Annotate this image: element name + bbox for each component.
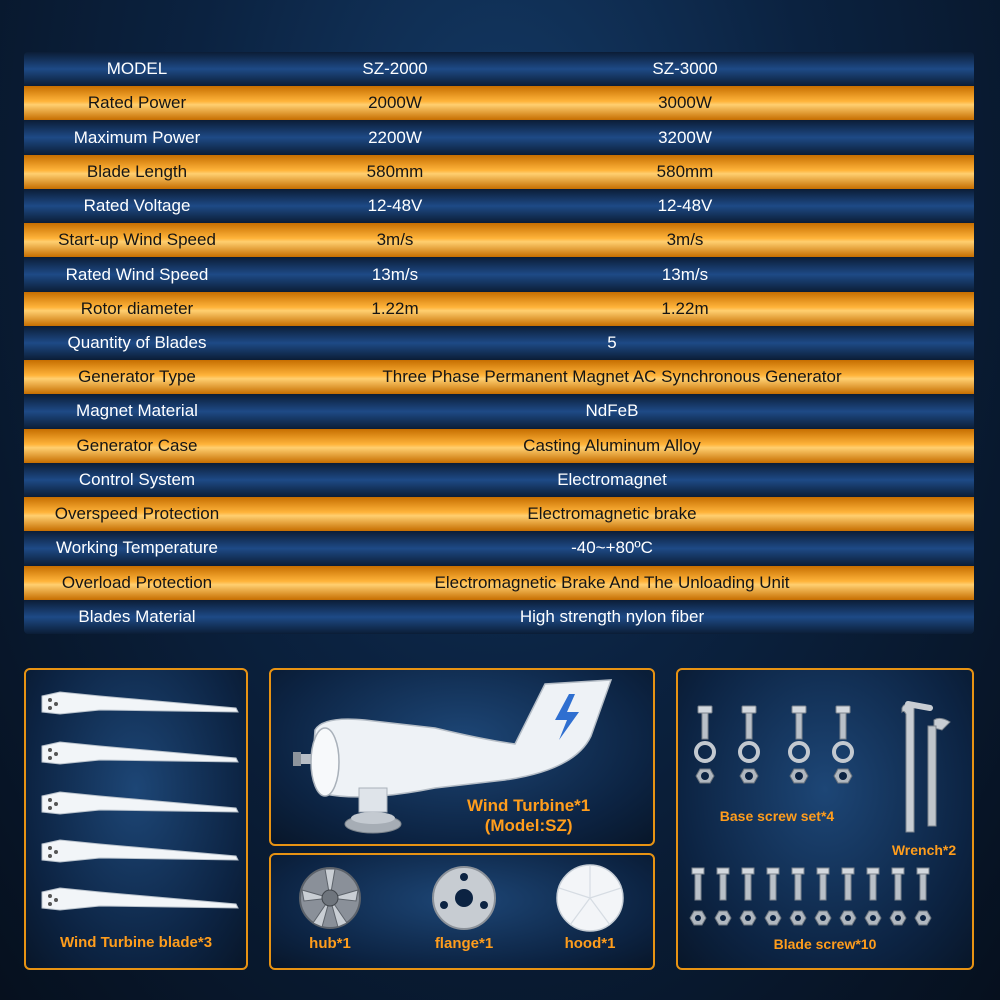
row-label: Generator Case [76,435,198,455]
table-row [24,463,974,497]
table-row [24,600,974,634]
row-value: Electromagnet [557,469,667,489]
blade-image [40,882,240,918]
row-value: NdFeB [585,401,639,421]
table-row [24,223,974,257]
row-value-sz3000: 13m/s [661,264,709,284]
table-row [24,429,974,463]
row-value-sz3000: 580mm [656,161,714,181]
table-row [24,531,974,565]
row-label: Generator Type [78,367,196,387]
row-value: 5 [607,332,617,352]
row-label: Overspeed Protection [54,504,220,524]
turbine-label-line1: Wind Turbine*1 [467,796,591,815]
wrench-image [890,700,962,840]
hardware-panel [676,668,974,970]
table-row [24,394,974,428]
row-value-sz2000: 2000W [368,93,422,113]
blade-screw-image [688,866,966,932]
row-label: Rated Wind Speed [65,264,209,284]
blade-screw-label: Blade screw*10 [773,936,877,952]
row-label: Overload Protection [61,572,213,592]
row-value: Electromagnetic Brake And The Unloading Unit [434,572,790,592]
row-label: Rated Power [87,93,187,113]
blade-image [40,834,240,870]
row-value-sz2000: 580mm [366,161,424,181]
table-row [24,292,974,326]
row-label: Magnet Material [76,401,198,421]
row-value-sz3000: 3m/s [666,230,704,250]
hub-label: hub*1 [309,935,351,952]
table-row [24,155,974,189]
table-row [24,120,974,154]
base-screw-set-image [690,702,870,794]
row-value: Three Phase Permanent Magnet AC Synchronous Generator [382,367,842,387]
row-value: High strength nylon fiber [519,606,705,626]
row-value: Casting Aluminum Alloy [523,435,701,455]
table-row [24,497,974,531]
row-label: Control System [78,469,196,489]
blade-image [40,786,240,822]
parts-panel [269,853,655,970]
table-row [24,257,974,291]
flange-label: flange*1 [434,935,494,952]
wrench-label: Wrench*2 [891,842,957,858]
spec-table [24,52,974,634]
header-model-sz2000: SZ-2000 [362,59,428,79]
row-value-sz2000: 1.22m [371,298,419,318]
row-label: Start-up Wind Speed [58,230,216,250]
row-value-sz2000: 12-48V [367,196,423,216]
turbine-panel [269,668,655,846]
row-value-sz3000: 1.22m [661,298,709,318]
turbine-caption [467,796,590,836]
row-value: -40~+80ºC [571,538,653,558]
blade-image [40,736,240,772]
table-row [24,86,974,120]
blades-panel [24,668,248,970]
blade-image [40,686,240,722]
row-label: Rotor diameter [80,298,194,318]
table-row [24,360,974,394]
row-label: Blades Material [78,606,196,626]
flange-image [429,863,499,933]
table-row [24,326,974,360]
hood-image [553,861,627,935]
row-label: Maximum Power [73,127,201,147]
row-value-sz2000: 13m/s [371,264,419,284]
blades-label: Wind Turbine blade*3 [59,934,213,951]
row-value-sz2000: 3m/s [376,230,414,250]
base-screw-label: Base screw set*4 [719,808,835,824]
row-value-sz2000: 2200W [368,127,422,147]
row-value: Electromagnetic brake [527,504,697,524]
header-model-label: MODEL [106,59,168,79]
table-header-row [24,52,974,86]
table-row [24,189,974,223]
row-label: Working Temperature [56,538,218,558]
row-value-sz3000: 3000W [658,93,712,113]
hood-label: hood*1 [564,935,616,952]
table-row [24,566,974,600]
header-model-sz3000: SZ-3000 [652,59,718,79]
row-label: Rated Voltage [83,196,191,216]
turbine-label-line2: (Model:SZ) [484,816,573,835]
row-label: Quantity of Blades [67,332,207,352]
row-label: Blade Length [86,161,188,181]
hub-image [295,863,365,933]
row-value-sz3000: 3200W [658,127,712,147]
row-value-sz3000: 12-48V [657,196,713,216]
